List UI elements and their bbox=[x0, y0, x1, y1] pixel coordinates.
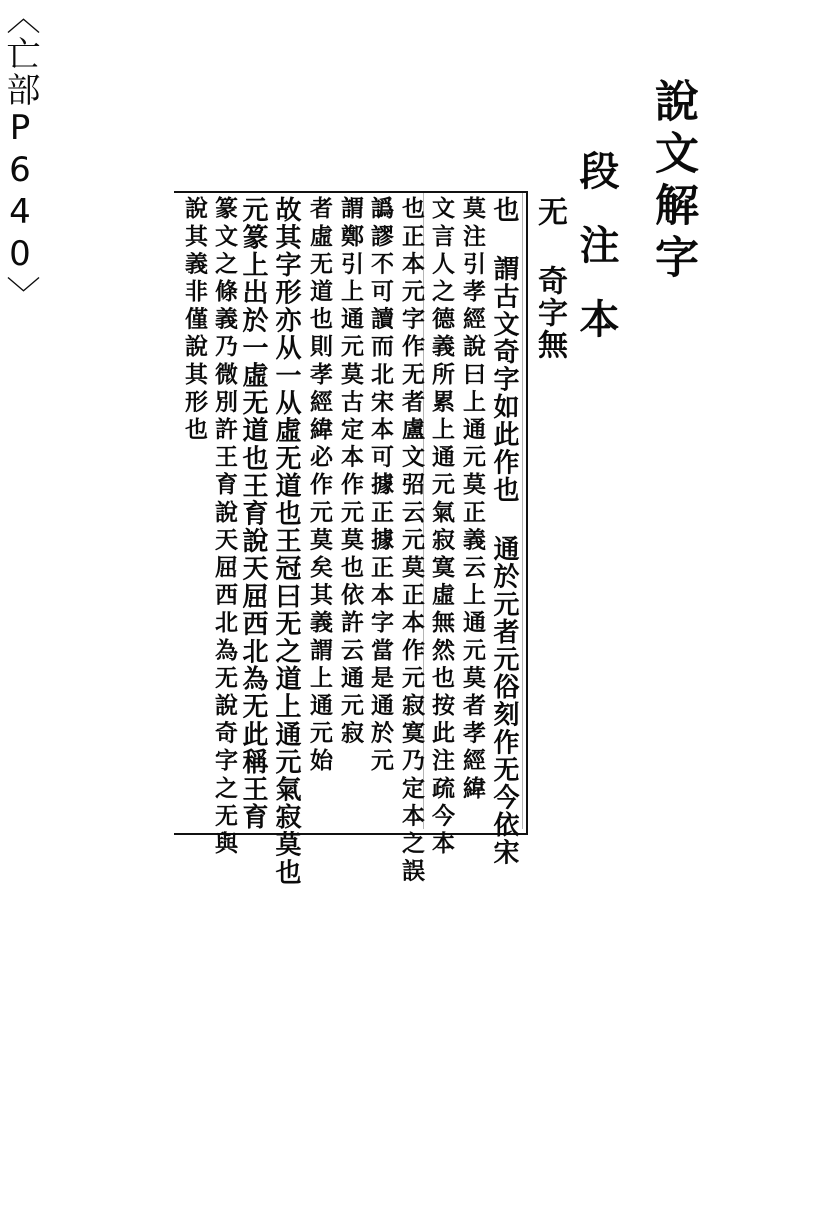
entry-column: 譌謬不可讀而北宋本可據正據正本字當是通於元 bbox=[367, 196, 394, 776]
headword: 无 奇字無 bbox=[532, 196, 567, 361]
entry-column: 元篆上出於一虛无道也王育說天屈西北為无此稱王育 bbox=[238, 196, 268, 831]
entry-column: 謂鄭引上通元莫古定本作元莫也依許云通元寂 bbox=[337, 196, 364, 748]
entry-column: 故其字形亦从一从虛无道也王冠曰无之道上通元氣寂莫也 bbox=[271, 196, 301, 886]
entry-column: 者虛无道也則孝經緯必作元莫矣其義謂上通元始 bbox=[306, 196, 333, 776]
entry-column: 也 謂古文奇字如此作也 通於元者元俗刻作无今依宋 bbox=[489, 196, 519, 867]
edition-title: 段注本 bbox=[573, 150, 620, 372]
entry-column: 莫注引孝經說曰上通元莫正義云上通元莫者孝經緯 bbox=[459, 196, 486, 804]
entry-column: 也正本元字作无者盧文弨云元莫正本作元寂寞乃定本之誤 bbox=[398, 196, 425, 886]
entry-column: 篆文之條義乃微別許王育說天屈西北為无說奇字之无與 bbox=[211, 196, 238, 859]
column-divider bbox=[423, 193, 424, 829]
book-title: 說文解字 bbox=[647, 78, 698, 286]
entry-column: 說其義非僅說其形也 bbox=[181, 196, 208, 445]
entry-column: 文言人之德義所累上通元氣寂寞虛無然也按此注疏今本 bbox=[428, 196, 455, 859]
column-divider bbox=[522, 193, 523, 829]
handwritten-note: 〈亡部P640〉 bbox=[0, 0, 40, 312]
